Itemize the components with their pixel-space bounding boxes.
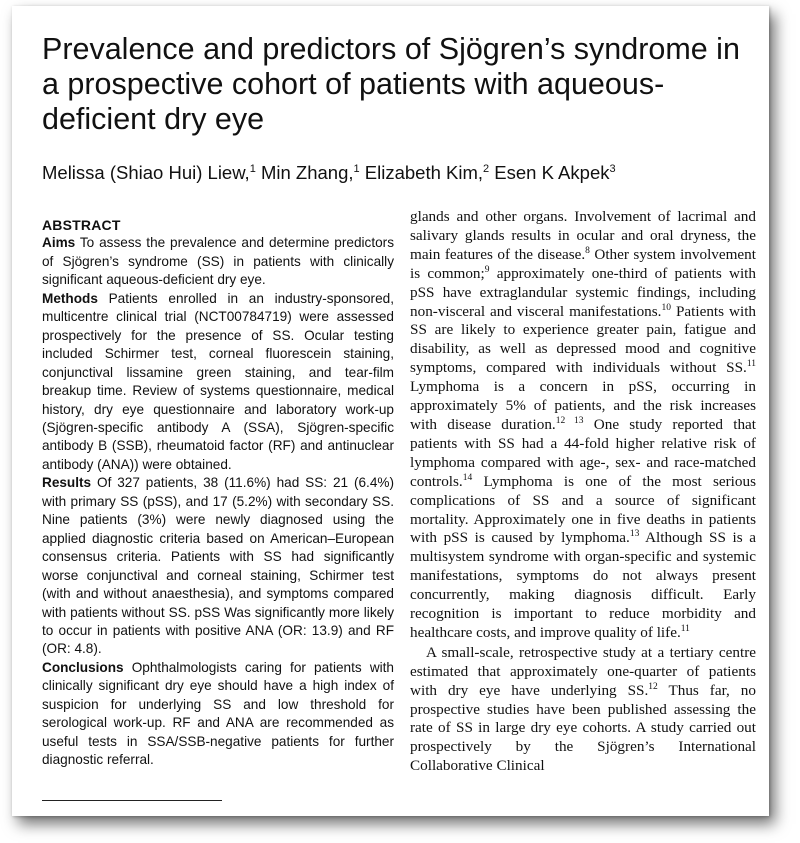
results-label: Results xyxy=(42,475,92,491)
abstract-results xyxy=(42,474,394,659)
conclusions-label: Conclusions xyxy=(42,659,124,675)
author-list xyxy=(42,162,742,184)
methods-label: Methods xyxy=(42,290,98,306)
conclusions-text: Ophthalmologists caring for patients with clinically significant dry eye should have a high index of suspicion for underlying SS and low threshold for serological work-up. RF and ANA are recommended as useful tests in SSA/SSB-negative patients for further diagnostic referral. xyxy=(42,659,394,768)
aims-label: Aims xyxy=(42,235,76,251)
affiliation-marker: 1 xyxy=(249,163,256,175)
abstract-heading: ABSTRACT xyxy=(42,217,121,233)
author-name: Melissa (Shiao Hui) Liew, xyxy=(42,162,250,183)
body-text: approximately one-third of patients with pSS have extraglandular systemic findings, including non-visceral and visceral manifestations. xyxy=(410,264,756,320)
citation-marker: 14 xyxy=(462,472,473,483)
body-text: glands and other organs. Involvement of lacrimal and salivary glands results in ocular and oral dryness, the main features of the disease. xyxy=(410,208,756,263)
author-name: Min Zhang, xyxy=(260,162,354,183)
body-paragraph xyxy=(410,644,756,776)
body-text: Patients with SS are likely to experience greater pain, fatigue and disability, as well as depressed mood and cognitive symptoms, compared with individuals without SS. xyxy=(410,302,757,377)
body-text: One study reported that patients with SS had a 44-fold higher relative risk of lymphoma compared with age-, sex- and race-matched controls. xyxy=(410,415,757,490)
author-name: Elizabeth Kim, xyxy=(364,162,484,183)
results-text: Of 327 patients, 38 (11.6%) had SS: 21 (6.4%) with primary SS (pSS), and 17 (5.2%) with secondary SS. Nine patients (3%) were newly diagnosed using the applied diagnostic criteria based on American–European consensus criteria. Patients with SS had significantly worse conjunctival and corneal staining, Schirmer test (with and without anaesthesia), and symptoms compared with patients without SS. pSS Was significantly more likely to occur in patients with positive ANA (OR: 13.9) and RF (OR: 4.8). xyxy=(42,475,394,657)
abstract-methods xyxy=(42,290,394,475)
affiliation-marker: 2 xyxy=(483,163,490,175)
article-title: Prevalence and predictors of Sjögren’s syndrome in a prospective cohort of patients with aqueous-deficient dry eye xyxy=(42,32,740,136)
abstract xyxy=(42,216,394,770)
body-paragraph xyxy=(410,208,756,643)
affiliation-marker: 1 xyxy=(353,163,360,175)
author-name: Esen K Akpek xyxy=(494,162,610,183)
body-text: Lymphoma is one of the most serious complications of SS and a source of significant mortality. Approximately one in five deaths in patients with pSS is caused by lymphoma. xyxy=(410,472,756,547)
abstract-aims xyxy=(42,234,394,289)
citation-marker: 11 xyxy=(680,623,690,634)
body-text: Thus far, no prospective studies have been published assessing the rate of SS in large dry eye cohorts. A study carried out prospectively by the Sjögren’s International Collaborative Clinical xyxy=(410,681,756,775)
article-page xyxy=(12,6,769,816)
citation-marker: 12 13 xyxy=(555,415,584,426)
abstract-conclusions xyxy=(42,659,394,770)
introduction-column xyxy=(410,208,756,776)
body-text: Lymphoma is a concern in pSS, occurring in approximately 5% of patients, and the risk increases with disease duration. xyxy=(410,378,756,433)
aims-text: To assess the prevalence and determine predictors of Sjögren’s syndrome (SS) in patients with clinically significant aqueous-deficient dry eye. xyxy=(42,235,394,288)
citation-marker: 10 xyxy=(661,302,671,313)
citation-marker: 11 xyxy=(746,359,756,370)
citation-marker: 13 xyxy=(629,529,640,540)
body-text: A small-scale, retrospective study at a tertiary centre estimated that approximately one-quarter of patients with dry eye have underlying SS. xyxy=(410,643,756,699)
body-text: Although SS is a multisystem syndrome with organ-specific and systemic manifestations, symptoms do not always present concurrently, making diagnosis difficult. Early recognition is important to reduce morbidity and healthcare costs, and improve quality of life. xyxy=(410,529,756,641)
affiliation-marker: 3 xyxy=(609,163,616,175)
methods-text: Patients enrolled in an industry-sponsored, multicentre clinical trial (NCT00784719) were assessed prospectively for the presence of SS. Ocular testing included Schirmer test, corneal fluorescein staining, conjunctival lissamine green staining, and tear-film breakup time. Review of systems questionnaire, medical history, dry eye questionnaire and laboratory work-up (Sjögren-specific antibody A (SSA), Sjögren-specific antibody B (SSB), rheumatoid factor (RF) and antinuclear antibody (ANA)) were obtained. xyxy=(42,290,394,472)
citation-marker: 8 xyxy=(585,245,590,256)
citation-marker: 12 xyxy=(648,681,658,692)
footnote-divider xyxy=(42,800,222,801)
body-text: Other system involvement is common; xyxy=(410,245,756,282)
citation-marker: 9 xyxy=(484,264,490,275)
